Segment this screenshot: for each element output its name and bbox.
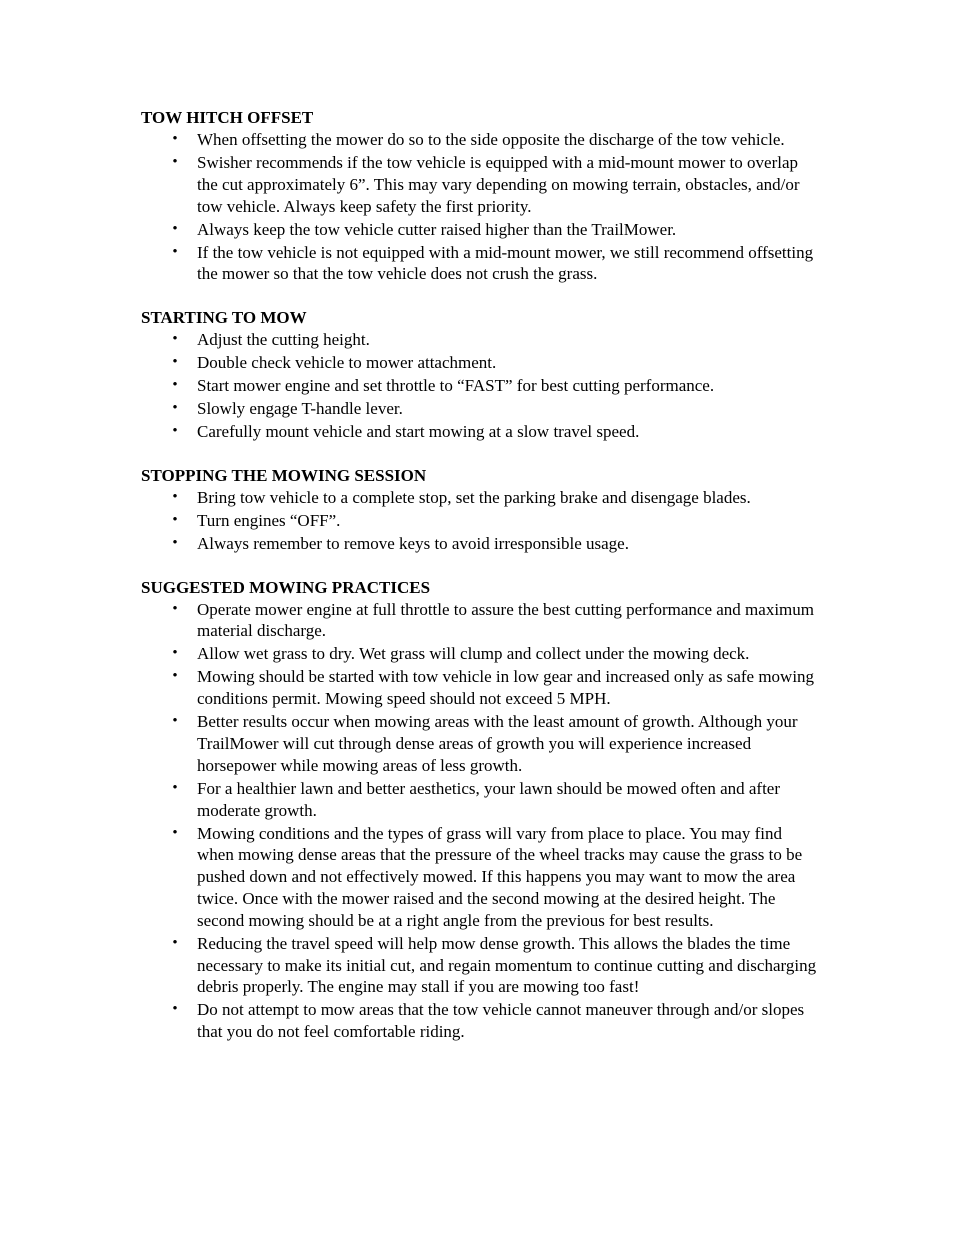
list-item-text: If the tow vehicle is not equipped with a mid-mount mower, we still recommend offsetting the mower so that the tow vehicle does not crush the grass. <box>197 242 814 284</box>
list-item <box>141 999 821 1043</box>
list-item <box>141 129 821 151</box>
list-item-text: Adjust the cutting height. <box>197 330 370 350</box>
section-tow-hitch-offset <box>141 107 821 285</box>
bullet-icon: • <box>172 377 178 394</box>
section-suggested-mowing-practices <box>141 577 821 1043</box>
list-item-text: Double check vehicle to mower attachment. <box>197 353 497 373</box>
bullet-icon: • <box>172 220 178 237</box>
list-item-text: Bring tow vehicle to a complete stop, set the parking brake and disengage blades. <box>197 487 751 507</box>
list-item <box>141 823 821 932</box>
bullet-icon: • <box>172 153 178 170</box>
list-item <box>141 421 821 443</box>
list-item-text: Mowing conditions and the types of grass will vary from place to place. You may find when mowing dense areas that the pressure of the wheel tracks may cause the grass to be pushed down and not effectively mowed. If this happens you may want to mow the area twice. Once with the mower raised and the second mowing at the desired height. The second mowing should be at a right angle from the previous for best results. <box>197 823 803 930</box>
list-item-text: Do not attempt to mow areas that the tow vehicle cannot maneuver through and/or slopes that you do not feel comfortable riding. <box>197 1000 805 1042</box>
list-item <box>141 242 821 286</box>
section-heading: STOPPING THE MOWING SESSION <box>141 465 427 485</box>
list-item-text: Always remember to remove keys to avoid irresponsible usage. <box>197 533 629 553</box>
bullet-icon: • <box>172 511 178 528</box>
bullet-icon: • <box>172 1001 178 1018</box>
bullet-list <box>141 487 821 555</box>
list-item-text: Start mower engine and set throttle to “FAST” for best cutting performance. <box>197 376 715 396</box>
bullet-list <box>141 129 821 285</box>
list-item <box>141 152 821 217</box>
list-item-text: For a healthier lawn and better aesthetics, your lawn should be mowed often and after moderate growth. <box>197 778 780 820</box>
list-item-text: Slowly engage T-handle lever. <box>197 399 403 419</box>
list-item <box>141 352 821 374</box>
list-item <box>141 487 821 509</box>
list-item-text: Allow wet grass to dry. Wet grass will clump and collect under the mowing deck. <box>197 644 750 664</box>
bullet-icon: • <box>172 645 178 662</box>
bullet-icon: • <box>172 534 178 551</box>
list-item-text: Swisher recommends if the tow vehicle is equipped with a mid-mount mower to overlap the cut approximately 6”. This may vary depending on mowing terrain, obstacles, and/or tow vehicle. Always keep safety the first priority. <box>197 152 800 216</box>
bullet-icon: • <box>172 668 178 685</box>
list-item <box>141 329 821 351</box>
list-item-text: Better results occur when mowing areas with the least amount of growth. Although your TrailMower will cut through dense areas of growth you will experience increased horsepower while mowing areas of less growth. <box>197 712 798 775</box>
section-heading: SUGGESTED MOWING PRACTICES <box>141 577 431 597</box>
bullet-icon: • <box>172 824 178 841</box>
bullet-list <box>141 329 821 443</box>
bullet-icon: • <box>172 243 178 260</box>
bullet-icon: • <box>172 354 178 371</box>
list-item <box>141 533 821 555</box>
list-item <box>141 599 821 643</box>
list-item-text: Operate mower engine at full throttle to assure the best cutting performance and maximum material discharge. <box>197 599 814 641</box>
list-item <box>141 666 821 710</box>
bullet-icon: • <box>172 423 178 440</box>
section-heading: STARTING TO MOW <box>141 308 307 328</box>
bullet-icon: • <box>172 131 178 147</box>
list-item <box>141 933 821 998</box>
bullet-icon: • <box>172 488 178 505</box>
list-item-text: When offsetting the mower do so to the side opposite the discharge of the tow vehicle. <box>197 130 785 149</box>
list-item-text: Reducing the travel speed will help mow dense growth. This allows the blades the time necessary to make its initial cut, and regain momentum to continue cutting and discharging debris properly. The engine may stall if you are mowing too fast! <box>197 933 817 997</box>
list-item-text: Always keep the tow vehicle cutter raised higher than the TrailMower. <box>197 219 677 239</box>
list-item-text: Mowing should be started with tow vehicle in low gear and increased only as safe mowing conditions permit. Mowing speed should not exceed 5 MPH. <box>197 667 815 709</box>
document-page <box>141 107 821 1065</box>
list-item <box>141 643 821 665</box>
bullet-icon: • <box>172 713 178 730</box>
bullet-icon: • <box>172 400 178 417</box>
list-item <box>141 398 821 420</box>
list-item <box>141 711 821 776</box>
bullet-icon: • <box>172 934 178 951</box>
bullet-list <box>141 599 821 1043</box>
list-item <box>141 375 821 397</box>
list-item-text: Turn engines “OFF”. <box>197 510 341 530</box>
list-item <box>141 510 821 532</box>
section-stopping-the-mowing-session <box>141 465 821 555</box>
bullet-icon: • <box>172 331 178 348</box>
list-item <box>141 219 821 241</box>
section-heading: TOW HITCH OFFSET <box>141 108 314 127</box>
list-item <box>141 778 821 822</box>
list-item-text: Carefully mount vehicle and start mowing at a slow travel speed. <box>197 422 640 442</box>
section-starting-to-mow <box>141 307 821 443</box>
bullet-icon: • <box>172 600 178 617</box>
bullet-icon: • <box>172 779 178 796</box>
